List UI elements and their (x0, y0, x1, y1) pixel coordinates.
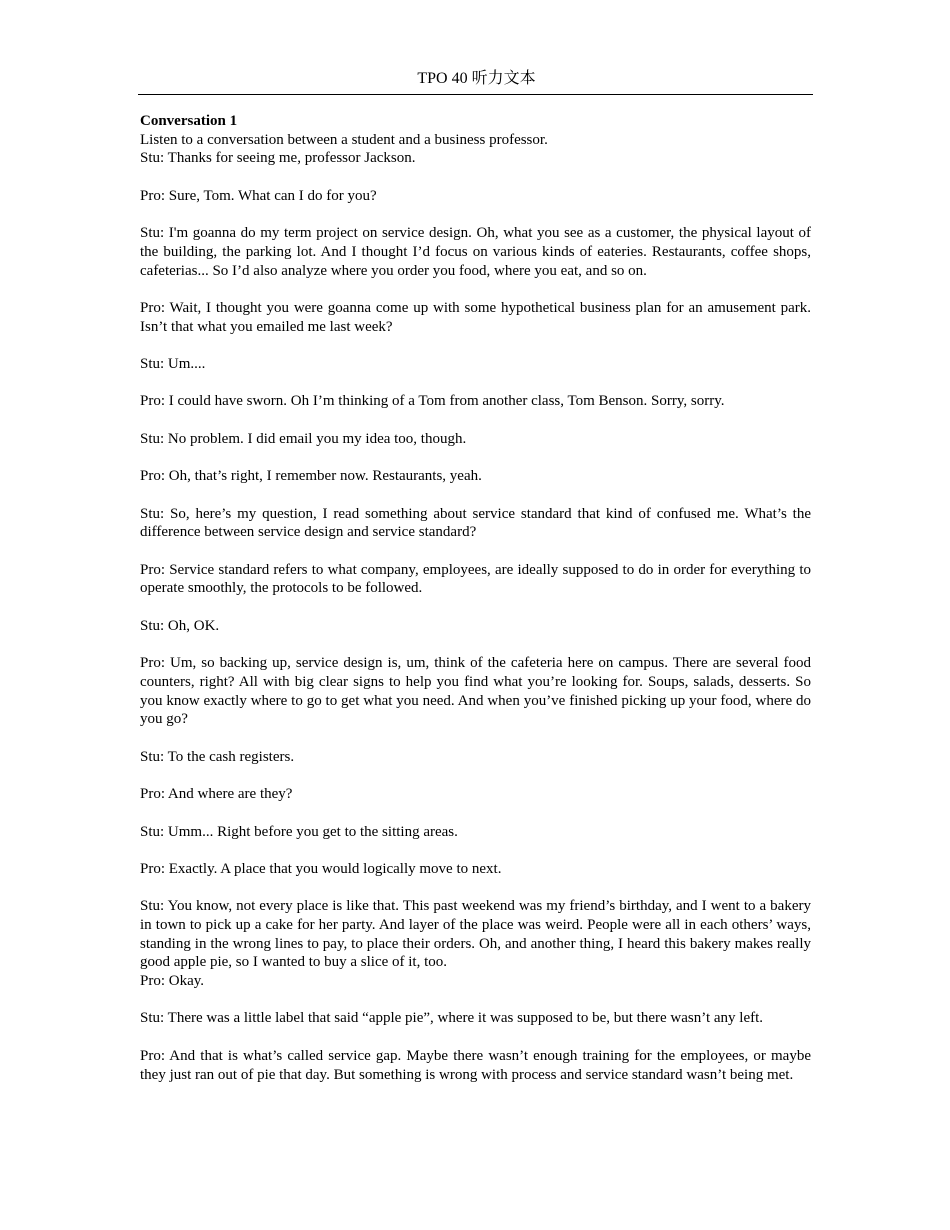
dialogue-line: Stu: So, here’s my question, I read something about service standard that kind of confused me. What’s the difference between service design and service standard? (140, 505, 811, 541)
dialogue-line: Pro: Um, so backing up, service design is, um, think of the cafeteria here on campus. There are several food counters, right? All with big clear signs to help you find what you’re looking for. Soups, salads, desserts. So you know exactly where to go to get what you need. And when you’ve finished picking up your food, where do you go? (140, 655, 811, 728)
dialogue-line: Stu: To the cash registers. (140, 748, 295, 765)
transcript-body (140, 112, 811, 1103)
dialogue-line: Pro: Okay. (140, 973, 205, 990)
dialogue-line: Pro: And where are they? (140, 786, 293, 803)
dialogue-line: Pro: Oh, that’s right, I remember now. Restaurants, yeah. (140, 468, 482, 485)
header-rule (138, 94, 813, 95)
dialogue-line: Stu: I'm goanna do my term project on service design. Oh, what you see as a customer, the physical layout of the building, the parking lot. And I thought I’d focus on various kinds of eateries. Restaurants, coffee shops, cafeterias... So I’d also analyze where you order you food, where you eat, and so on. (140, 225, 811, 279)
dialogue-line: Pro: Sure, Tom. What can I do for you? (140, 187, 377, 204)
page-header-title: TPO 40 听力文本 (417, 70, 536, 87)
dialogue-line: Stu: You know, not every place is like that. This past weekend was my friend’s birthday, and I went to a bakery in town to pick up a cake for her party. And layer of the place was weird. People were all in each others’ ways, standing in the wrong lines to pay, to place their orders. Oh, and another thing, I heard this bakery makes really good apple pie, so I wanted to buy a slice of it, too. (140, 898, 811, 971)
dialogue-line: Stu: Thanks for seeing me, professor Jackson. (140, 150, 416, 167)
conversation-heading: Conversation 1 (140, 113, 238, 129)
dialogue-line: Pro: I could have sworn. Oh I’m thinking of a Tom from another class, Tom Benson. Sorry, sorry. (140, 393, 725, 410)
dialogue-line: Stu: Umm... Right before you get to the sitting areas. (140, 823, 458, 840)
dialogue-line: Stu: There was a little label that said “apple pie”, where it was supposed to be, but there wasn’t any left. (140, 1010, 764, 1027)
dialogue-line: Stu: Um.... (140, 356, 206, 373)
dialogue-line: Pro: Service standard refers to what company, employees, are ideally supposed to do in order for everything to operate smoothly, the protocols to be followed. (140, 561, 811, 597)
dialogue-line: Stu: No problem. I did email you my idea too, though. (140, 430, 467, 447)
dialogue-line: Pro: Wait, I thought you were goanna come up with some hypothetical business plan for an amusement park. Isn’t that what you emailed me last week? (140, 299, 811, 335)
dialogue-line: Pro: Exactly. A place that you would logically move to next. (140, 860, 502, 877)
dialogue-line: Pro: And that is what’s called service gap. Maybe there wasn’t enough training for the employees, or maybe they just ran out of pie that day. But something is wrong with process and service standard wasn’t being met. (140, 1047, 811, 1083)
dialogue-line: Stu: Oh, OK. (140, 617, 220, 634)
conversation-intro: Listen to a conversation between a student and a business professor. (140, 131, 548, 148)
